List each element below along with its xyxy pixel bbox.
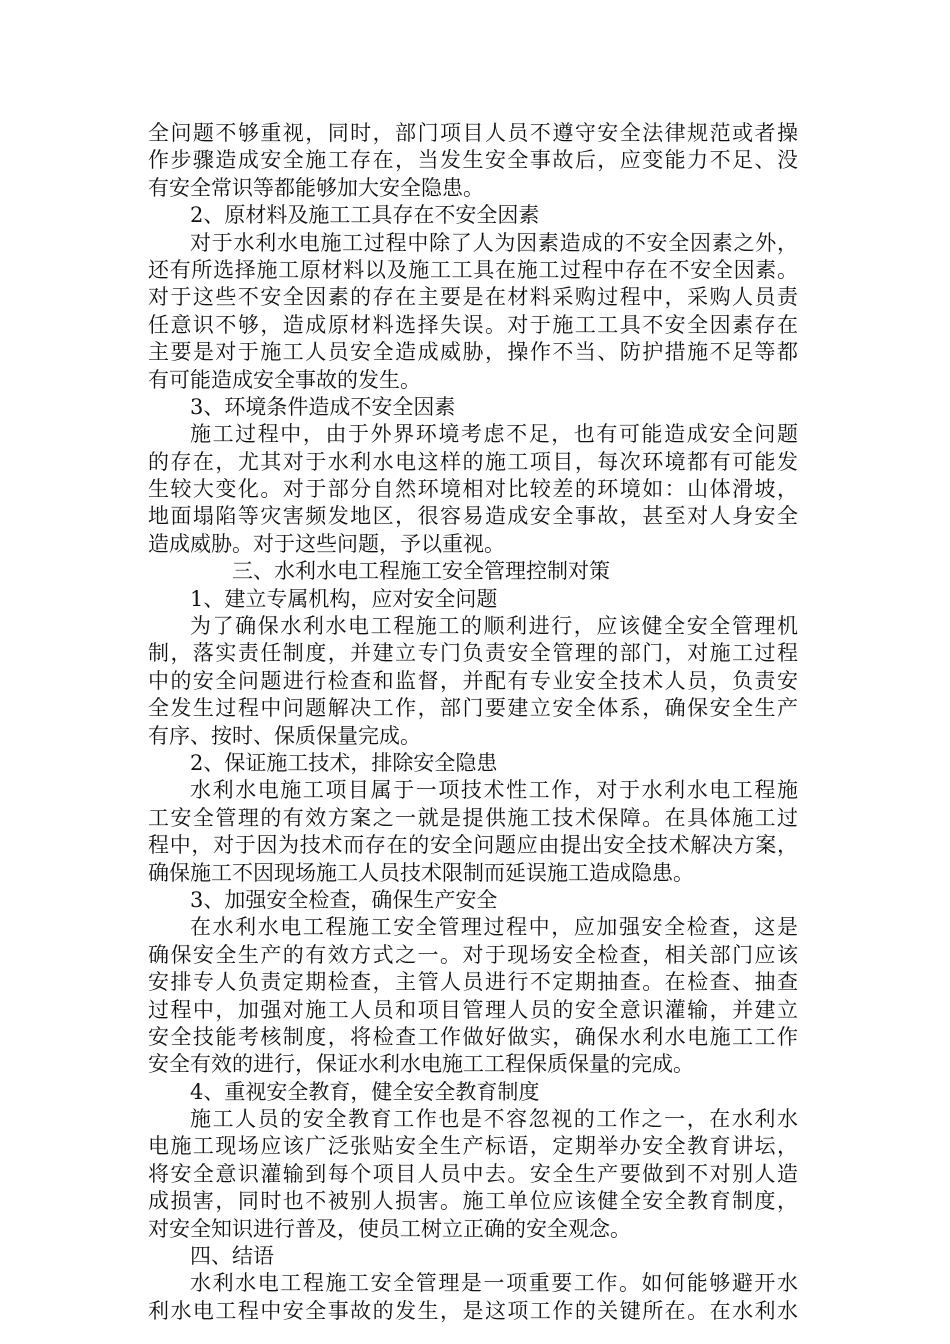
paragraph-line: 施工过程中，由于外界环境考虑不足，也有可能造成安全问题 [190,422,798,447]
paragraph-line: 水利水电施工项目属于一项技术性工作，对于水利水电工程施 [190,778,798,803]
paragraph-line: 将安全意识灌输到每个项目人员中去。安全生产要做到不对别人造 [148,1161,798,1186]
paragraph-line: 制，落实责任制度，并建立专门负责安全管理的部门，对施工过程 [148,641,798,666]
paragraph-line: 任意识不够，造成原材料选择失误。对于施工工具不安全因素存在 [148,312,798,337]
paragraph-line: 造成威胁。对于这些问题，予以重视。 [148,531,505,556]
section-heading: 4、重视安全教育，健全安全教育制度 [190,1079,540,1104]
paragraph-line: 程中，对于因为技术而存在的安全问题应由提出安全技术解决方案， [148,833,798,858]
paragraph-line: 安排专人负责定期检查，主管人员进行不定期抽查。在检查、抽查 [148,970,798,995]
paragraph-line: 电施工现场应该广泛张贴安全生产标语，定期举办安全教育讲坛， [148,1134,798,1159]
paragraph-line: 成损害，同时也不被别人损害。施工单位应该健全安全教育制度， [148,1189,798,1214]
paragraph-line: 工安全管理的有效方案之一就是提供施工技术保障。在具体施工过 [148,805,798,830]
paragraph-line: 作步骤造成安全施工存在，当发生安全事故后，应变能力不足、没 [148,148,798,173]
paragraph-line: 过程中，加强对施工人员和项目管理人员的安全意识灌输，并建立 [148,997,798,1022]
paragraph-line: 生较大变化。对于部分自然环境相对比较差的环境如：山体滑坡， [148,477,798,502]
paragraph-line: 对于这些不安全因素的存在主要是在材料采购过程中，采购人员责 [148,285,798,310]
paragraph-line: 主要是对于施工人员安全造成威胁，操作不当、防护措施不足等都 [148,340,798,365]
paragraph-line: 的存在，尤其对于水利水电这样的施工项目，每次环境都有可能发 [148,449,798,474]
paragraph-line: 还有所选择施工原材料以及施工工具在施工过程中存在不安全因素。 [148,257,798,282]
section-heading: 四、结语 [190,1244,274,1269]
paragraph-line: 全发生过程中问题解决工作，部门要建立安全体系，确保安全生产 [148,696,798,721]
section-heading: 3、加强安全检查，确保生产安全 [190,887,498,912]
section-heading: 2、保证施工技术，排除安全隐患 [190,750,498,775]
paragraph-line: 安全技能考核制度，将检查工作做好做实，确保水利水电施工工作 [148,1024,798,1049]
paragraph-line: 在水利水电工程施工安全管理过程中，应加强安全检查，这是 [190,915,798,940]
paragraph-line: 对于水利水电施工过程中除了人为因素造成的不安全因素之外， [190,230,798,255]
paragraph-line: 确保施工不因现场施工人员技术限制而延误施工造成隐患。 [148,860,694,885]
section-heading: 1、建立专属机构，应对安全问题 [190,586,498,611]
document-page [148,120,798,1325]
paragraph-line: 地面塌陷等灾害频发地区，很容易造成安全事故，甚至对人身安全 [148,504,798,529]
paragraph-line: 全问题不够重视，同时，部门项目人员不遵守安全法律规范或者操 [148,121,798,145]
paragraph-line: 确保安全生产的有效方式之一。对于现场安全检查，相关部门应该 [148,942,798,967]
paragraph-line: 安全有效的进行，保证水利水电施工工程保质保量的完成。 [148,1052,694,1077]
paragraph-line: 水利水电工程施工安全管理是一项重要工作。如何能够避开水 [190,1271,798,1296]
paragraph-line: 有安全常识等都能够加大安全隐患。 [148,175,484,200]
section-heading: 2、原材料及施工工具存在不安全因素 [190,203,540,228]
section-heading: 3、环境条件造成不安全因素 [190,394,456,419]
paragraph-line: 有序、按时、保质保量完成。 [148,723,421,748]
paragraph-line: 有可能造成安全事故的发生。 [148,367,421,392]
paragraph-line: 为了确保水利水电工程施工的顺利进行，应该健全安全管理机 [190,614,798,639]
paragraph-line: 中的安全问题进行检查和监督，并配有专业安全技术人员，负责安 [148,668,798,693]
paragraph-line: 利水电工程中安全事故的发生，是这项工作的关键所在。在水利水 [148,1298,798,1323]
paragraph-line: 对安全知识进行普及，使员工树立正确的安全观念。 [148,1216,631,1241]
section-heading: 三、水利水电工程施工安全管理控制对策 [232,559,610,584]
paragraph-line: 施工人员的安全教育工作也是不容忽视的工作之一，在水利水 [190,1107,798,1132]
